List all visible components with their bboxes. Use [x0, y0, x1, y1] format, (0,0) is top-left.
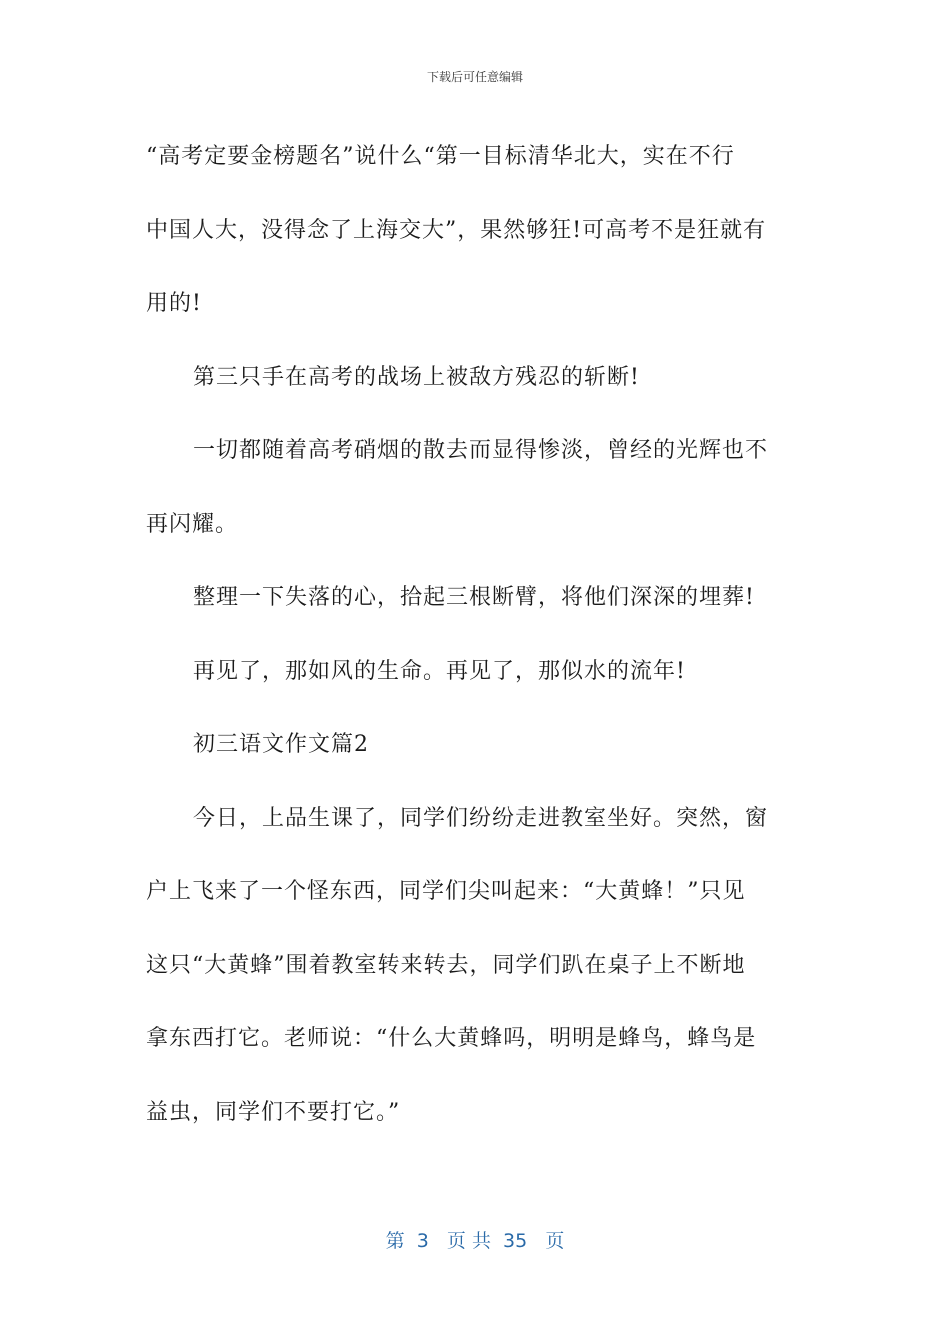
text-line: 一切都随着高考硝烟的散去而显得惨淡，曾经的光辉也不 [193, 438, 769, 463]
text-line: 第三只手在高考的战场上被敌方残忍的斩断! [193, 364, 640, 390]
text-line: 这只“大黄蜂”围着教室转来转去，同学们趴在桌子上不断地 [146, 952, 746, 978]
text-line: 整理一下失落的心，拾起三根断臂，将他们深深的埋葬! [193, 585, 755, 610]
text-line: “高考定要金榜题名”说什么“第一目标清华北大，实在不行 [146, 144, 735, 169]
text-line: 用的! [146, 291, 202, 316]
text-line: 今日，上品生课了，同学们纷纷走进教室坐好。突然，窗 [193, 805, 769, 831]
document-body [146, 120, 806, 1149]
text-line: 中国人大，没得念了上海交大”，果然够狂!可高考不是狂就有 [146, 217, 767, 243]
text-line: 户上飞来了一个怪东西，同学们尖叫起来：“大黄蜂！”只见 [146, 879, 746, 904]
page-number-footer: 第 3 页 共 35 页 [385, 1230, 565, 1252]
header-note: 下载后可任意编辑 [426, 70, 523, 84]
text-line: 再闪耀。 [146, 511, 239, 537]
text-line: 拿东西打它。老师说：“什么大黄蜂吗，明明是蜂鸟，蜂鸟是 [146, 1026, 757, 1051]
section-heading: 初三语文作文篇2 [193, 732, 369, 757]
text-line: 再见了，那如风的生命。再见了，那似水的流年! [193, 658, 686, 684]
text-line: 益虫，同学们不要打它。” [146, 1099, 401, 1125]
